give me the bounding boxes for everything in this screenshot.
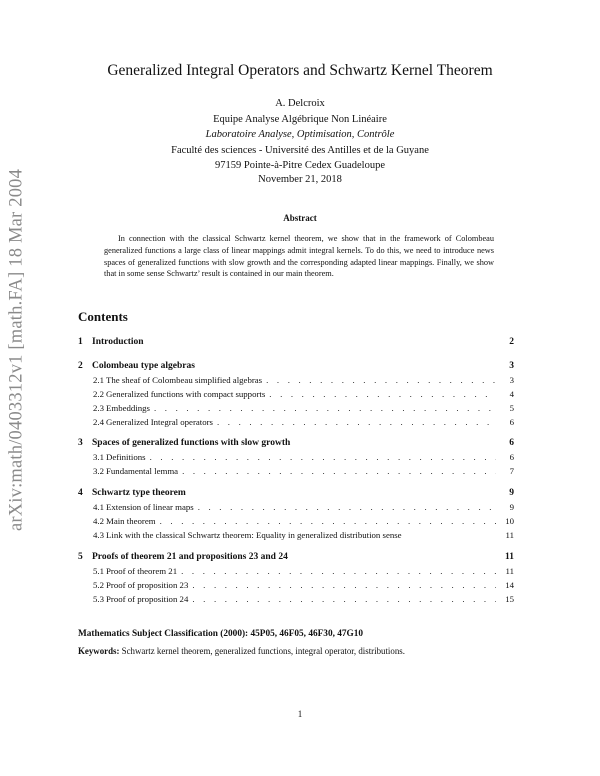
toc-number: 5: [78, 552, 83, 562]
subject-classification: Mathematics Subject Classification (2000): 45P05, 46F05, 46F30, 47G10: [78, 629, 364, 639]
toc-page: 11: [505, 530, 514, 540]
abstract-heading: Abstract: [283, 213, 317, 223]
paper-title: Generalized Integral Operators and Schwartz Kernel Theorem: [107, 62, 493, 79]
toc-number: 2: [78, 361, 83, 371]
toc-number: 2.3: [93, 403, 104, 413]
toc-label: Proof of proposition 23: [106, 580, 189, 590]
toc-leader-dots: [182, 466, 496, 476]
toc-number: 5.3: [93, 594, 104, 604]
toc-page: 14: [505, 580, 514, 590]
author-name: A. Delcroix: [275, 98, 325, 109]
paper-date: November 21, 2018: [258, 174, 342, 185]
toc-label: Proof of theorem 21: [106, 566, 178, 576]
toc-leader-dots: [266, 375, 496, 385]
toc-page: 7: [509, 466, 514, 476]
toc-entry[interactable]: [78, 488, 514, 500]
toc-label: Spaces of generalized functions with slow growth: [92, 438, 291, 448]
toc-entry[interactable]: [78, 417, 514, 429]
toc-entry[interactable]: [78, 438, 514, 450]
toc-entry[interactable]: [78, 452, 514, 464]
toc-leader-dots: [192, 580, 496, 590]
toc-page: 4: [509, 389, 514, 399]
toc-entry[interactable]: [78, 502, 514, 514]
toc-page: 11: [505, 552, 514, 562]
toc-leader-dots: [154, 403, 496, 413]
toc-number: 3.1: [93, 452, 104, 462]
page-number: 1: [297, 709, 303, 719]
keywords-line: [78, 646, 405, 656]
contents-heading: Contents: [78, 309, 128, 324]
toc-entry[interactable]: [78, 552, 514, 564]
toc-label: Extension of linear maps: [106, 502, 194, 512]
toc-label: Fundamental lemma: [106, 466, 179, 476]
toc-number: 2.4: [93, 417, 104, 427]
toc-label: Embeddings: [106, 403, 150, 413]
keywords-text: Schwartz kernel theorem, generalized functions, integral operator, distributions.: [119, 646, 405, 656]
toc-number: 4: [78, 488, 83, 498]
toc-entry[interactable]: [78, 337, 514, 349]
toc-page: 3: [509, 361, 514, 371]
toc-label: Link with the classical Schwartz theorem: Equality in generalized distribution sense: [106, 530, 402, 540]
toc-leader-dots: [198, 502, 496, 512]
toc-number: 4.1: [93, 502, 104, 512]
toc-number: 4.2: [93, 516, 104, 526]
keywords-label: Keywords:: [78, 646, 120, 656]
toc-number: 4.3: [93, 530, 104, 540]
toc-number: 3.2: [93, 466, 104, 476]
toc-number: 2.2: [93, 389, 104, 399]
toc-page: 3: [509, 375, 514, 385]
toc-label: Proofs of theorem 21 and propositions 23 and 24: [92, 552, 288, 562]
toc-page: 15: [505, 594, 514, 604]
toc-entry[interactable]: [78, 389, 514, 401]
toc-entry[interactable]: [78, 580, 514, 592]
arxiv-identifier: arXiv:math/0403312v1 [math.FA] 18 Mar 2004: [6, 168, 27, 532]
toc-entry[interactable]: [78, 403, 514, 415]
toc-leader-dots: [150, 452, 496, 462]
affiliation-line-4: 97159 Pointe-à-Pitre Cedex Guadeloupe: [215, 160, 385, 171]
toc-entry[interactable]: [78, 530, 514, 542]
toc-entry[interactable]: [78, 516, 514, 528]
toc-page: 6: [509, 417, 514, 427]
toc-leader-dots: [192, 594, 496, 604]
toc-page: 2: [509, 337, 514, 347]
toc-label: The sheaf of Colombeau simplified algebras: [106, 375, 263, 385]
toc-label: Main theorem: [106, 516, 156, 526]
toc-label: Schwartz type theorem: [92, 488, 186, 498]
toc-leader-dots: [217, 417, 496, 427]
toc-entry[interactable]: [78, 594, 514, 606]
toc-page: 5: [509, 403, 514, 413]
toc-number: 5.1: [93, 566, 104, 576]
toc-label: Colombeau type algebras: [92, 361, 195, 371]
toc-number: 1: [78, 337, 83, 347]
toc-number: 3: [78, 438, 83, 448]
toc-entry[interactable]: [78, 361, 514, 373]
abstract-body: In connection with the classical Schwartz kernel theorem, we show that in the framework of Colombeau generalized functions a large class of linear mappings admit integral kernels. To do this, we need to introduce news spaces of generalized functions with slow growth and the corresponding adapted linear mappings. Finally, we show that in some sense Schwartz’ result is contained in our main theorem.: [104, 234, 494, 279]
affiliation-line-1: Equipe Analyse Algébrique Non Linéaire: [213, 113, 387, 125]
toc-leader-dots: [181, 566, 496, 576]
toc-page: 6: [509, 438, 514, 448]
affiliation-line-3: Faculté des sciences - Université des Antilles et de la Guyane: [171, 144, 429, 156]
toc-page: 9: [509, 488, 514, 498]
toc-leader-dots: [269, 389, 496, 399]
toc-page: 11: [505, 566, 514, 576]
toc-page: 9: [509, 502, 514, 512]
toc-page: 10: [505, 516, 514, 526]
toc-label: Generalized Integral operators: [106, 417, 213, 427]
toc-number: 5.2: [93, 580, 104, 590]
affiliation-line-2: Laboratoire Analyse, Optimisation, Contrôle: [205, 129, 395, 140]
author-block: [0, 96, 600, 174]
toc-entry[interactable]: [78, 566, 514, 578]
toc-number: 2.1: [93, 375, 104, 385]
toc-page: 6: [509, 452, 514, 462]
toc-label: Definitions: [106, 452, 146, 462]
toc-leader-dots: [160, 516, 496, 526]
toc-label: Generalized functions with compact supports: [106, 389, 266, 399]
toc-label: Proof of proposition 24: [106, 594, 189, 604]
toc-entry[interactable]: [78, 375, 514, 387]
toc-label: Introduction: [92, 337, 144, 347]
toc-entry[interactable]: [78, 466, 514, 478]
